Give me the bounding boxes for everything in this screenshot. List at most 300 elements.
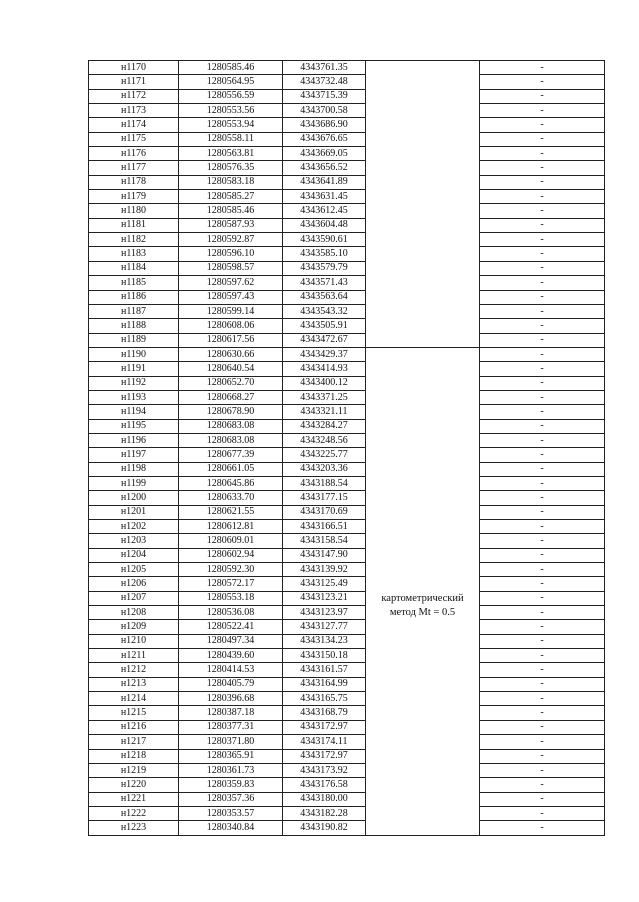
table-row [89, 304, 605, 318]
table-row [89, 405, 605, 419]
table-row [89, 218, 605, 232]
x-coordinate-cell: 1280556.59 [179, 89, 283, 103]
note-cell: - [480, 620, 605, 634]
x-coordinate-cell: 1280585.46 [179, 61, 283, 75]
point-id-cell: н1194 [89, 405, 179, 419]
x-coordinate-cell: 1280640.54 [179, 362, 283, 376]
note-cell: - [480, 333, 605, 347]
note-cell: - [480, 290, 605, 304]
point-id-cell: н1180 [89, 204, 179, 218]
x-coordinate-cell: 1280522.41 [179, 620, 283, 634]
note-cell: - [480, 606, 605, 620]
y-coordinate-cell: 4343400.12 [283, 376, 366, 390]
x-coordinate-cell: 1280652.70 [179, 376, 283, 390]
note-cell: - [480, 218, 605, 232]
method-cell [366, 735, 480, 749]
y-coordinate-cell: 4343321.11 [283, 405, 366, 419]
table-row [89, 233, 605, 247]
y-coordinate-cell: 4343158.54 [283, 534, 366, 548]
y-coordinate-cell: 4343127.77 [283, 620, 366, 634]
x-coordinate-cell: 1280361.73 [179, 763, 283, 777]
table-row [89, 161, 605, 175]
x-coordinate-cell: 1280583.18 [179, 175, 283, 189]
table-row [89, 104, 605, 118]
x-coordinate-cell: 1280630.66 [179, 347, 283, 361]
method-cell [366, 347, 480, 361]
y-coordinate-cell: 4343170.69 [283, 505, 366, 519]
x-coordinate-cell: 1280414.53 [179, 663, 283, 677]
x-coordinate-cell: 1280359.83 [179, 778, 283, 792]
table-row [89, 505, 605, 519]
x-coordinate-cell: 1280377.31 [179, 720, 283, 734]
method-cell [366, 476, 480, 490]
point-id-cell: н1172 [89, 89, 179, 103]
note-cell: - [480, 534, 605, 548]
note-cell: - [480, 61, 605, 75]
x-coordinate-cell: 1280576.35 [179, 161, 283, 175]
point-id-cell: н1174 [89, 118, 179, 132]
point-id-cell: н1208 [89, 606, 179, 620]
table-row [89, 147, 605, 161]
point-id-cell: н1189 [89, 333, 179, 347]
method-cell [366, 362, 480, 376]
y-coordinate-cell: 4343168.79 [283, 706, 366, 720]
y-coordinate-cell: 4343180.00 [283, 792, 366, 806]
y-coordinate-cell: 4343225.77 [283, 448, 366, 462]
point-id-cell: н1192 [89, 376, 179, 390]
note-cell: - [480, 118, 605, 132]
x-coordinate-cell: 1280497.34 [179, 634, 283, 648]
table-row [89, 376, 605, 390]
point-id-cell: н1221 [89, 792, 179, 806]
y-coordinate-cell: 4343472.67 [283, 333, 366, 347]
point-id-cell: н1177 [89, 161, 179, 175]
point-id-cell: н1210 [89, 634, 179, 648]
point-id-cell: н1186 [89, 290, 179, 304]
note-cell: - [480, 577, 605, 591]
x-coordinate-cell: 1280371.80 [179, 735, 283, 749]
y-coordinate-cell: 4343686.90 [283, 118, 366, 132]
coordinates-table [88, 60, 605, 836]
note-cell: - [480, 792, 605, 806]
method-cell [366, 333, 480, 347]
y-coordinate-cell: 4343161.57 [283, 663, 366, 677]
method-cell [366, 75, 480, 89]
point-id-cell: н1181 [89, 218, 179, 232]
point-id-cell: н1220 [89, 778, 179, 792]
table-row [89, 649, 605, 663]
table-row [89, 491, 605, 505]
x-coordinate-cell: 1280340.84 [179, 821, 283, 835]
method-cell [366, 634, 480, 648]
method-cell [366, 290, 480, 304]
method-cell [366, 563, 480, 577]
point-id-cell: н1215 [89, 706, 179, 720]
method-cell [366, 577, 480, 591]
table-row [89, 620, 605, 634]
table-row [89, 591, 605, 605]
point-id-cell: н1193 [89, 390, 179, 404]
x-coordinate-cell: 1280661.05 [179, 462, 283, 476]
x-coordinate-cell: 1280645.86 [179, 476, 283, 490]
note-cell: - [480, 806, 605, 820]
y-coordinate-cell: 4343371.25 [283, 390, 366, 404]
method-cell [366, 692, 480, 706]
y-coordinate-cell: 4343125.49 [283, 577, 366, 591]
table-row [89, 462, 605, 476]
point-id-cell: н1196 [89, 433, 179, 447]
y-coordinate-cell: 4343182.28 [283, 806, 366, 820]
table-row [89, 476, 605, 490]
y-coordinate-cell: 4343429.37 [283, 347, 366, 361]
y-coordinate-cell: 4343174.11 [283, 735, 366, 749]
x-coordinate-cell: 1280553.18 [179, 591, 283, 605]
point-id-cell: н1204 [89, 548, 179, 562]
table-row [89, 433, 605, 447]
point-id-cell: н1213 [89, 677, 179, 691]
note-cell: - [480, 233, 605, 247]
note-cell: - [480, 448, 605, 462]
y-coordinate-cell: 4343585.10 [283, 247, 366, 261]
y-coordinate-cell: 4343139.92 [283, 563, 366, 577]
table-row [89, 61, 605, 75]
method-cell [366, 376, 480, 390]
note-cell: - [480, 520, 605, 534]
note-cell: - [480, 706, 605, 720]
y-coordinate-cell: 4343284.27 [283, 419, 366, 433]
method-cell [366, 161, 480, 175]
y-coordinate-cell: 4343164.99 [283, 677, 366, 691]
x-coordinate-cell: 1280668.27 [179, 390, 283, 404]
table-row [89, 347, 605, 361]
table-row [89, 663, 605, 677]
point-id-cell: н1217 [89, 735, 179, 749]
table-row [89, 735, 605, 749]
method-cell [366, 261, 480, 275]
y-coordinate-cell: 4343676.65 [283, 132, 366, 146]
method-cell [366, 433, 480, 447]
note-cell: - [480, 362, 605, 376]
note-cell: - [480, 319, 605, 333]
point-id-cell: н1173 [89, 104, 179, 118]
point-id-cell: н1203 [89, 534, 179, 548]
method-cell [366, 720, 480, 734]
note-cell: - [480, 735, 605, 749]
y-coordinate-cell: 4343656.52 [283, 161, 366, 175]
y-coordinate-cell: 4343166.51 [283, 520, 366, 534]
x-coordinate-cell: 1280553.56 [179, 104, 283, 118]
coordinates-table-body [89, 61, 605, 836]
note-cell: - [480, 247, 605, 261]
point-id-cell: н1206 [89, 577, 179, 591]
y-coordinate-cell: 4343669.05 [283, 147, 366, 161]
note-cell: - [480, 563, 605, 577]
note-cell: - [480, 175, 605, 189]
point-id-cell: н1188 [89, 319, 179, 333]
point-id-cell: н1219 [89, 763, 179, 777]
point-id-cell: н1201 [89, 505, 179, 519]
x-coordinate-cell: 1280592.87 [179, 233, 283, 247]
table-row [89, 247, 605, 261]
method-cell [366, 448, 480, 462]
x-coordinate-cell: 1280587.93 [179, 218, 283, 232]
point-id-cell: н1218 [89, 749, 179, 763]
x-coordinate-cell: 1280596.10 [179, 247, 283, 261]
x-coordinate-cell: 1280621.55 [179, 505, 283, 519]
table-row [89, 261, 605, 275]
x-coordinate-cell: 1280357.36 [179, 792, 283, 806]
table-row [89, 390, 605, 404]
table-row [89, 290, 605, 304]
point-id-cell: н1198 [89, 462, 179, 476]
y-coordinate-cell: 4343414.93 [283, 362, 366, 376]
point-id-cell: н1171 [89, 75, 179, 89]
point-id-cell: н1183 [89, 247, 179, 261]
method-cell [366, 806, 480, 820]
y-coordinate-cell: 4343631.45 [283, 190, 366, 204]
x-coordinate-cell: 1280553.94 [179, 118, 283, 132]
note-cell: - [480, 634, 605, 648]
method-cell [366, 663, 480, 677]
x-coordinate-cell: 1280585.27 [179, 190, 283, 204]
note-cell: - [480, 548, 605, 562]
note-cell: - [480, 376, 605, 390]
note-cell: - [480, 161, 605, 175]
point-id-cell: н1187 [89, 304, 179, 318]
note-cell: - [480, 663, 605, 677]
method-cell [366, 104, 480, 118]
x-coordinate-cell: 1280609.01 [179, 534, 283, 548]
note-cell: - [480, 778, 605, 792]
point-id-cell: н1205 [89, 563, 179, 577]
y-coordinate-cell: 4343641.89 [283, 175, 366, 189]
table-row [89, 419, 605, 433]
y-coordinate-cell: 4343123.97 [283, 606, 366, 620]
method-cell [366, 89, 480, 103]
y-coordinate-cell: 4343190.82 [283, 821, 366, 835]
note-cell: - [480, 390, 605, 404]
table-row [89, 692, 605, 706]
x-coordinate-cell: 1280678.90 [179, 405, 283, 419]
method-cell [366, 319, 480, 333]
method-cell [366, 218, 480, 232]
x-coordinate-cell: 1280599.14 [179, 304, 283, 318]
point-id-cell: н1223 [89, 821, 179, 835]
note-cell: - [480, 649, 605, 663]
table-row [89, 792, 605, 806]
method-cell [366, 591, 480, 620]
x-coordinate-cell: 1280536.08 [179, 606, 283, 620]
point-id-cell: н1214 [89, 692, 179, 706]
method-cell [366, 763, 480, 777]
note-cell: - [480, 405, 605, 419]
y-coordinate-cell: 4343150.18 [283, 649, 366, 663]
method-cell [366, 649, 480, 663]
method-cell [366, 620, 480, 634]
method-name-text: картометрический [381, 593, 464, 605]
x-coordinate-cell: 1280602.94 [179, 548, 283, 562]
table-row [89, 319, 605, 333]
y-coordinate-cell: 4343248.56 [283, 433, 366, 447]
note-cell: - [480, 433, 605, 447]
method-cell [366, 706, 480, 720]
method-cell [366, 118, 480, 132]
method-cell [366, 247, 480, 261]
method-cell [366, 749, 480, 763]
x-coordinate-cell: 1280396.68 [179, 692, 283, 706]
x-coordinate-cell: 1280597.62 [179, 276, 283, 290]
y-coordinate-cell: 4343761.35 [283, 61, 366, 75]
table-row [89, 276, 605, 290]
method-cell [366, 520, 480, 534]
x-coordinate-cell: 1280608.06 [179, 319, 283, 333]
method-accuracy-text: метод Mt = 0.5 [389, 606, 456, 618]
point-id-cell: н1184 [89, 261, 179, 275]
method-cell [366, 132, 480, 146]
table-row [89, 563, 605, 577]
y-coordinate-cell: 4343165.75 [283, 692, 366, 706]
x-coordinate-cell: 1280592.30 [179, 563, 283, 577]
x-coordinate-cell: 1280683.08 [179, 419, 283, 433]
y-coordinate-cell: 4343147.90 [283, 548, 366, 562]
method-cell [366, 792, 480, 806]
note-cell: - [480, 491, 605, 505]
point-id-cell: н1200 [89, 491, 179, 505]
x-coordinate-cell: 1280353.57 [179, 806, 283, 820]
y-coordinate-cell: 4343732.48 [283, 75, 366, 89]
method-cell [366, 175, 480, 189]
x-coordinate-cell: 1280617.56 [179, 333, 283, 347]
point-id-cell: н1212 [89, 663, 179, 677]
table-row [89, 333, 605, 347]
note-cell: - [480, 591, 605, 605]
note-cell: - [480, 204, 605, 218]
point-id-cell: н1176 [89, 147, 179, 161]
method-cell [366, 505, 480, 519]
y-coordinate-cell: 4343505.91 [283, 319, 366, 333]
method-cell [366, 304, 480, 318]
table-row [89, 606, 605, 620]
note-cell: - [480, 147, 605, 161]
method-cell [366, 548, 480, 562]
table-row [89, 806, 605, 820]
point-id-cell: н1170 [89, 61, 179, 75]
method-cell [366, 677, 480, 691]
y-coordinate-cell: 4343571.43 [283, 276, 366, 290]
x-coordinate-cell: 1280439.60 [179, 649, 283, 663]
note-cell: - [480, 104, 605, 118]
y-coordinate-cell: 4343700.58 [283, 104, 366, 118]
point-id-cell: н1207 [89, 591, 179, 605]
x-coordinate-cell: 1280683.08 [179, 433, 283, 447]
note-cell: - [480, 347, 605, 361]
y-coordinate-cell: 4343590.61 [283, 233, 366, 247]
table-row [89, 821, 605, 835]
note-cell: - [480, 476, 605, 490]
table-row [89, 577, 605, 591]
y-coordinate-cell: 4343563.64 [283, 290, 366, 304]
point-id-cell: н1178 [89, 175, 179, 189]
y-coordinate-cell: 4343172.97 [283, 749, 366, 763]
point-id-cell: н1182 [89, 233, 179, 247]
note-cell: - [480, 749, 605, 763]
method-cell [366, 405, 480, 419]
y-coordinate-cell: 4343173.92 [283, 763, 366, 777]
note-cell: - [480, 763, 605, 777]
method-cell [366, 390, 480, 404]
y-coordinate-cell: 4343176.58 [283, 778, 366, 792]
x-coordinate-cell: 1280387.18 [179, 706, 283, 720]
method-cell [366, 147, 480, 161]
x-coordinate-cell: 1280585.46 [179, 204, 283, 218]
x-coordinate-cell: 1280633.70 [179, 491, 283, 505]
y-coordinate-cell: 4343172.97 [283, 720, 366, 734]
table-row [89, 204, 605, 218]
table-row [89, 548, 605, 562]
note-cell: - [480, 190, 605, 204]
table-row [89, 118, 605, 132]
table-row [89, 362, 605, 376]
table-row [89, 75, 605, 89]
method-cell [366, 462, 480, 476]
table-row [89, 448, 605, 462]
y-coordinate-cell: 4343579.79 [283, 261, 366, 275]
point-id-cell: н1197 [89, 448, 179, 462]
y-coordinate-cell: 4343203.36 [283, 462, 366, 476]
method-cell [366, 190, 480, 204]
y-coordinate-cell: 4343604.48 [283, 218, 366, 232]
note-cell: - [480, 304, 605, 318]
method-cell [366, 491, 480, 505]
table-row [89, 534, 605, 548]
method-cell [366, 233, 480, 247]
note-cell: - [480, 89, 605, 103]
table-row [89, 706, 605, 720]
note-cell: - [480, 419, 605, 433]
note-cell: - [480, 132, 605, 146]
point-id-cell: н1179 [89, 190, 179, 204]
table-row [89, 677, 605, 691]
method-cell [366, 61, 480, 75]
note-cell: - [480, 505, 605, 519]
point-id-cell: н1185 [89, 276, 179, 290]
note-cell: - [480, 276, 605, 290]
note-cell: - [480, 677, 605, 691]
table-row [89, 132, 605, 146]
point-id-cell: н1202 [89, 520, 179, 534]
table-row [89, 749, 605, 763]
table-row [89, 634, 605, 648]
y-coordinate-cell: 4343177.15 [283, 491, 366, 505]
point-id-cell: н1199 [89, 476, 179, 490]
point-id-cell: н1209 [89, 620, 179, 634]
point-id-cell: н1211 [89, 649, 179, 663]
table-row [89, 778, 605, 792]
table-row [89, 190, 605, 204]
point-id-cell: н1175 [89, 132, 179, 146]
point-id-cell: н1195 [89, 419, 179, 433]
table-row [89, 175, 605, 189]
x-coordinate-cell: 1280598.57 [179, 261, 283, 275]
y-coordinate-cell: 4343715.39 [283, 89, 366, 103]
x-coordinate-cell: 1280597.43 [179, 290, 283, 304]
method-cell [366, 821, 480, 835]
y-coordinate-cell: 4343188.54 [283, 476, 366, 490]
point-id-cell: н1216 [89, 720, 179, 734]
x-coordinate-cell: 1280405.79 [179, 677, 283, 691]
point-id-cell: н1190 [89, 347, 179, 361]
x-coordinate-cell: 1280564.95 [179, 75, 283, 89]
